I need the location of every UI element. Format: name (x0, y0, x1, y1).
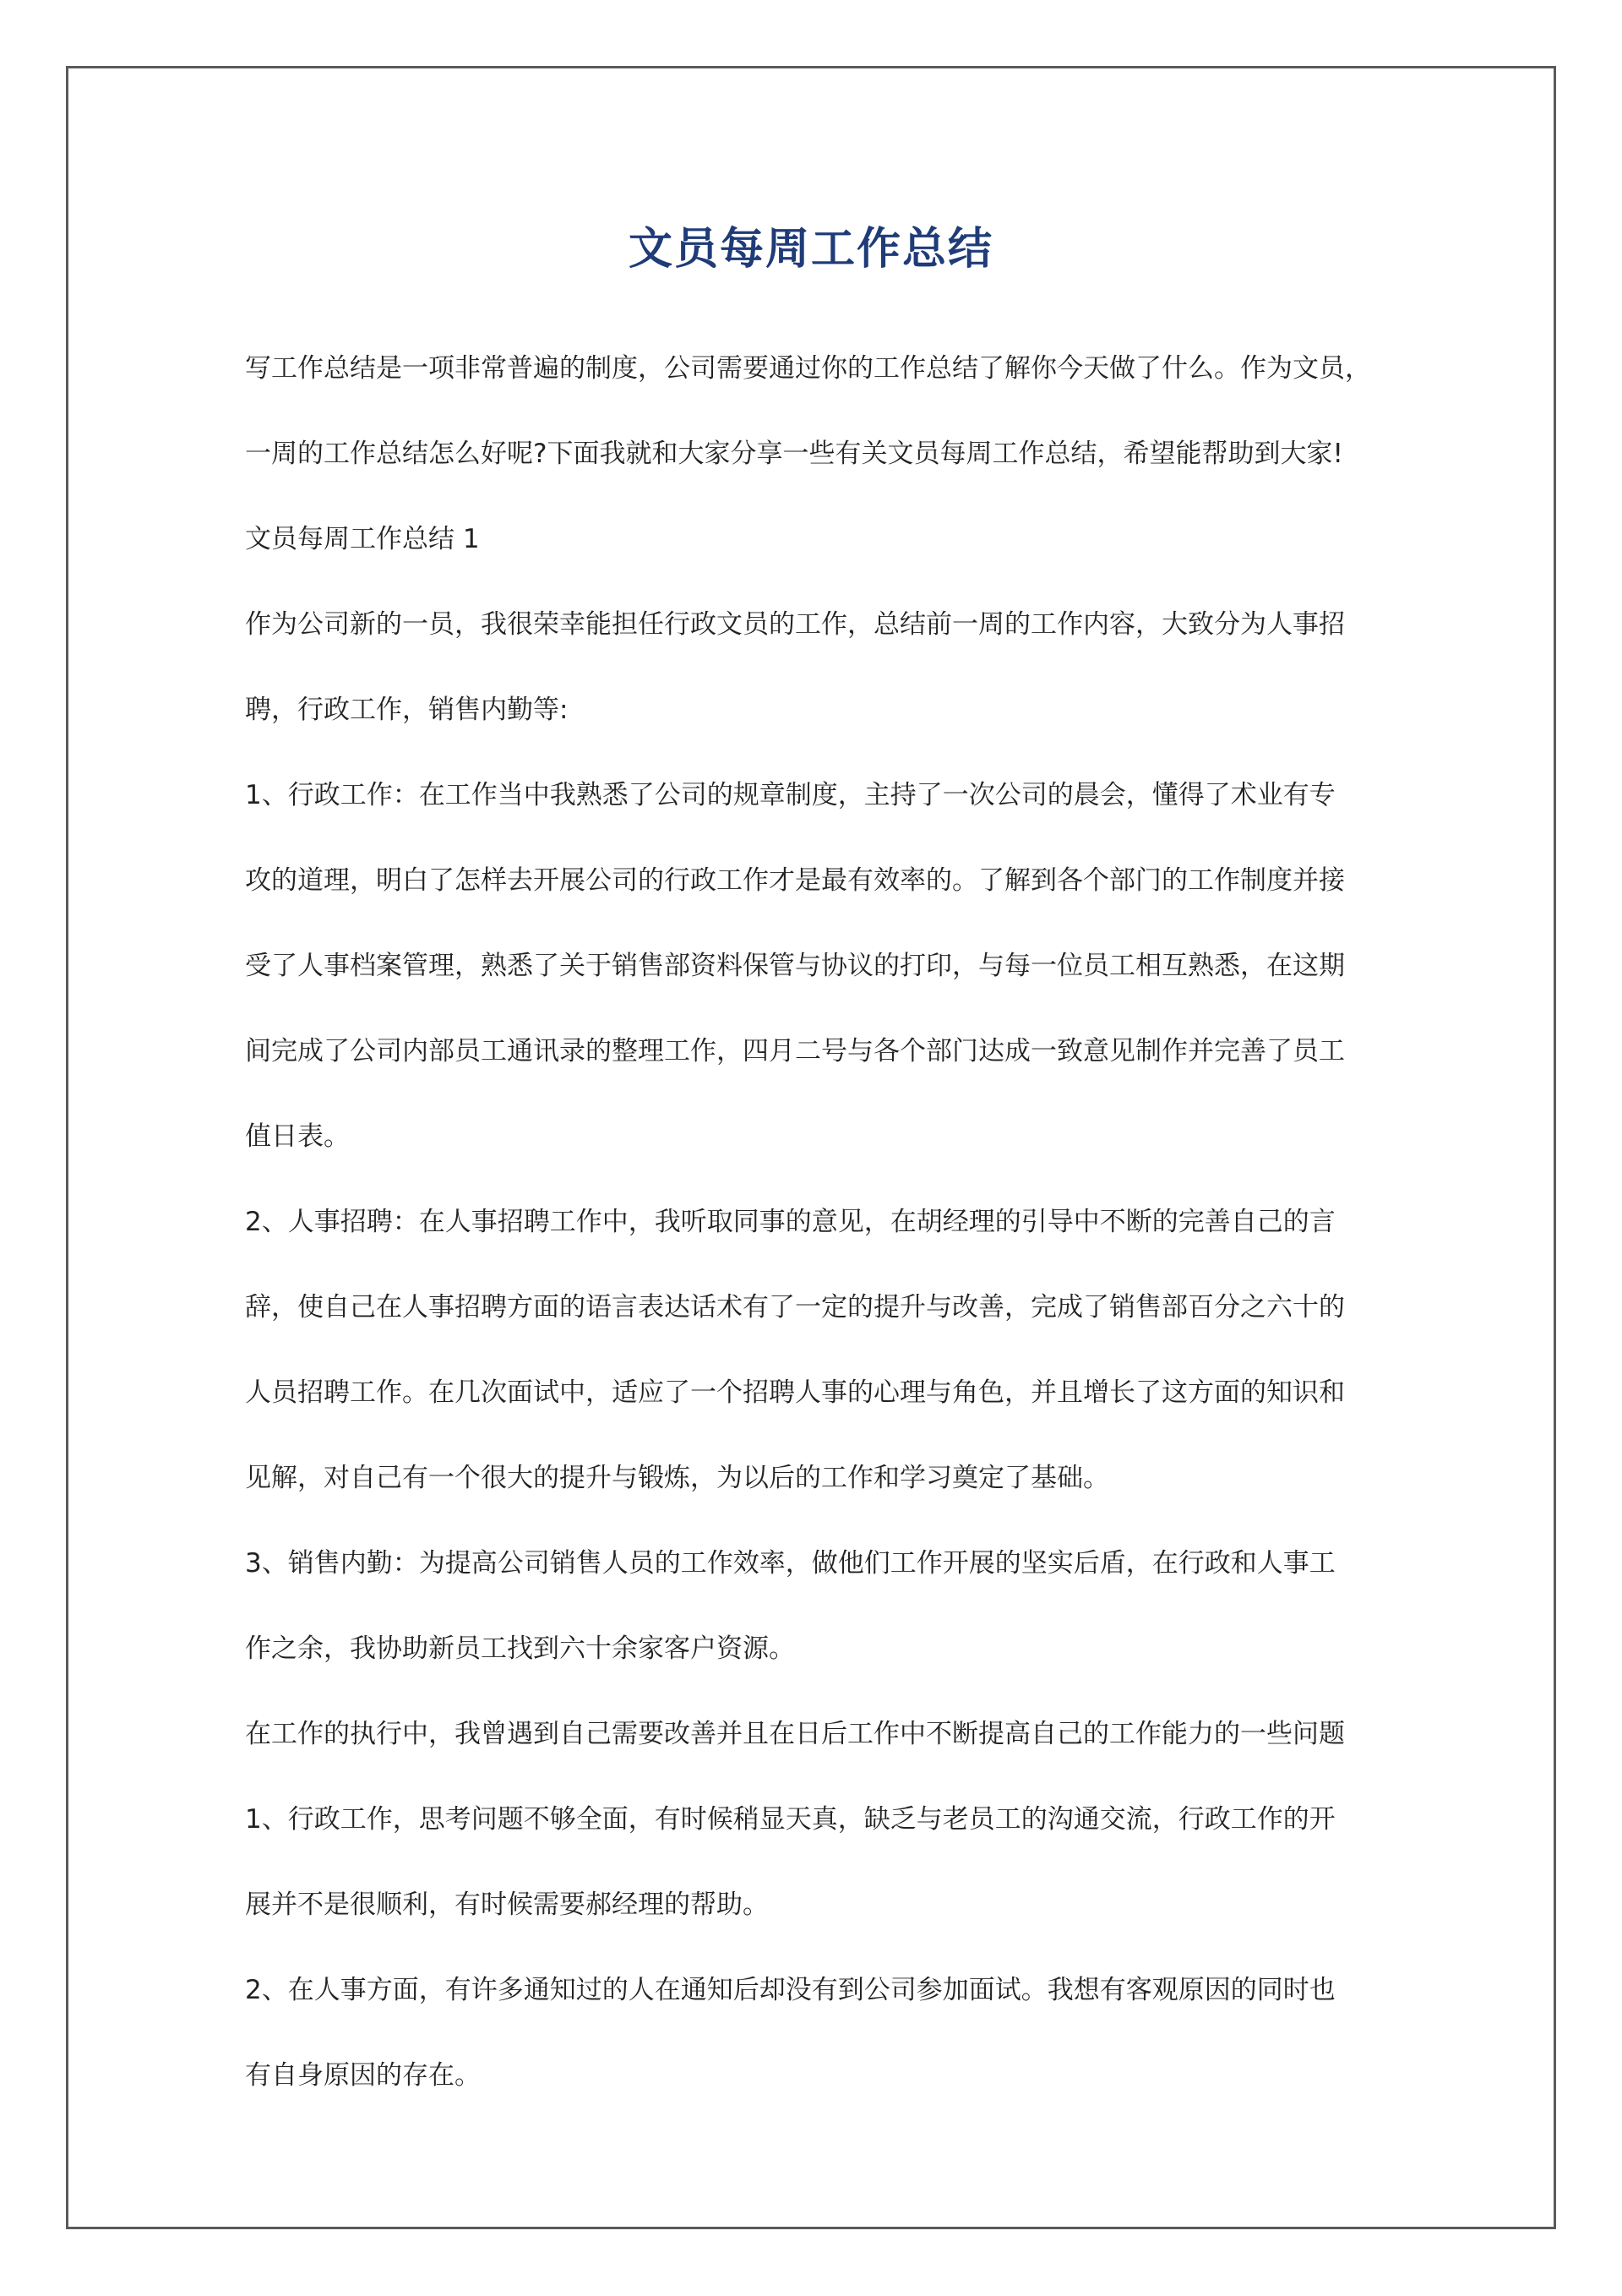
text-line: 受了人事档案管理，熟悉了关于销售部资料保管与协议的打印，与每一位员工相互熟悉，在这期 (245, 951, 1345, 981)
text-line: 在工作的执行中，我曾遇到自己需要改善并且在日后工作中不断提高自己的工作能力的一些问题 (245, 1719, 1345, 1749)
text-line: 3、销售内勤：为提高公司销售人员的工作效率，做他们工作开展的坚实后盾，在行政和人事工 (245, 1548, 1336, 1579)
text-line: 辞，使自己在人事招聘方面的语言表达话术有了一定的提升与改善，完成了销售部百分之六十的 (245, 1292, 1345, 1323)
document-title: 文员每周工作总结 (628, 224, 993, 275)
text-line: 作为公司新的一员，我很荣幸能担任行政文员的工作，总结前一周的工作内容，大致分为人事招 (245, 609, 1345, 640)
text-line: 有自身原因的存在。 (245, 2060, 481, 2091)
text-line: 2、人事招聘：在人事招聘工作中，我听取同事的意见，在胡经理的引导中不断的完善自己的言 (245, 1207, 1336, 1237)
text-line: 值日表。 (245, 1121, 350, 1152)
text-line: 2、在人事方面，有许多通知过的人在通知后却没有到公司参加面试。我想有客观原因的同时也 (245, 1975, 1336, 2005)
text-line: 1、行政工作：在工作当中我熟悉了公司的规章制度，主持了一次公司的晨会，懂得了术业有专 (245, 780, 1336, 810)
text-line: 间完成了公司内部员工通讯录的整理工作，四月二号与各个部门达成一致意见制作并完善了员工 (245, 1036, 1345, 1066)
text-line: 展并不是很顺利，有时候需要郝经理的帮助。 (245, 1890, 769, 1920)
text-line: 聘，行政工作，销售内勤等: (245, 695, 569, 725)
text-line: 攻的道理，明白了怎样去开展公司的行政工作才是最有效率的。了解到各个部门的工作制度并接 (245, 865, 1345, 896)
section-heading: 文员每周工作总结 1 (245, 524, 480, 554)
document-body (245, 343, 1377, 2135)
text-line: 写工作总结是一项非常普遍的制度，公司需要通过你的工作总结了解你今天做了什么。作为文员， (245, 353, 1371, 384)
text-line: 见解，对自己有一个很大的提升与锻炼，为以后的工作和学习奠定了基础。 (245, 1463, 1109, 1493)
text-line: 作之余，我协助新员工找到六十余家客户资源。 (245, 1633, 795, 1664)
text-line: 人员招聘工作。在几次面试中，适应了一个招聘人事的心理与角色，并且增长了这方面的知识和 (245, 1377, 1345, 1408)
text-line: 1、行政工作，思考问题不够全面，有时候稍显天真，缺乏与老员工的沟通交流，行政工作的开 (245, 1804, 1336, 1835)
text-line: 一周的工作总结怎么好呢?下面我就和大家分享一些有关文员每周工作总结，希望能帮助到大家! (245, 439, 1343, 469)
